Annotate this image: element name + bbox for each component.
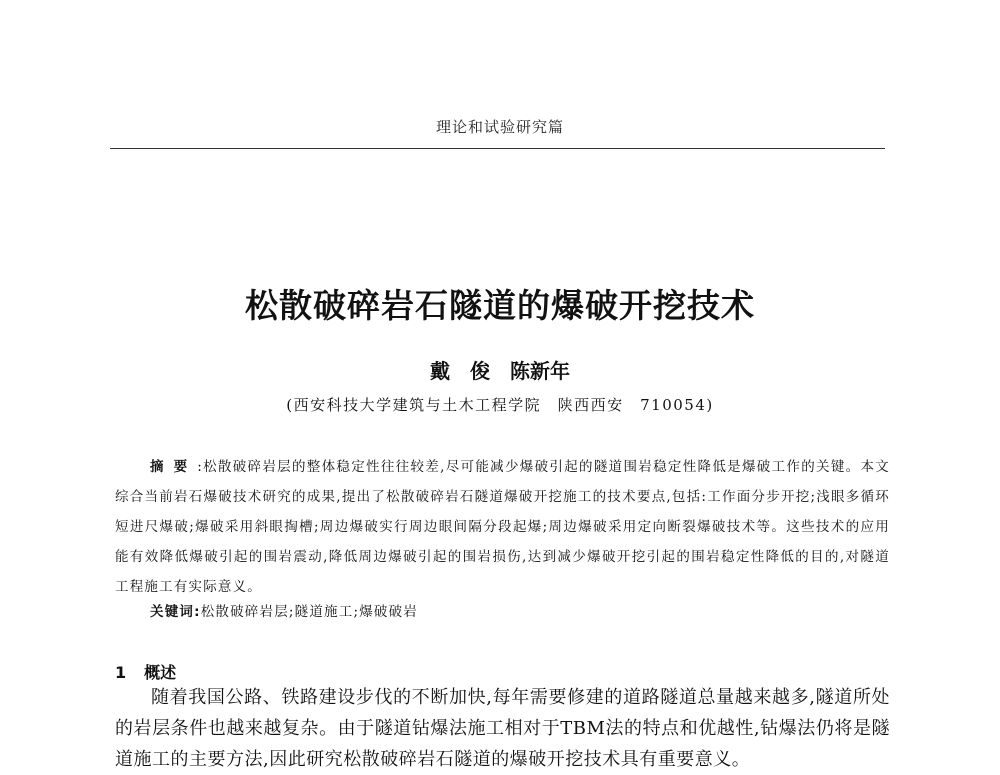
section-number: 1	[115, 663, 127, 682]
article-title: 松散破碎岩石隧道的爆破开挖技术	[245, 286, 755, 325]
abstract	[115, 452, 890, 602]
keywords-text: 松散破碎岩层;隧道施工;爆破破岩	[200, 604, 418, 620]
keywords-label: 关键词:	[150, 604, 201, 620]
section-title: 概述	[144, 663, 177, 682]
section-body-text: 随着我国公路、铁路建设步伐的不断加快,每年需要修建的道路隧道总量越来越多,隧道所处的岩层条件也越来越复杂。由于隧道钻爆法施工相对于TBM法的特点和优越性,钻爆法仍将是隧道施工的主要方法,因此研究松散破碎岩石隧道的爆破开挖技术具有重要意义。	[115, 687, 890, 770]
header-rule	[110, 148, 885, 149]
article-authors: 戴 俊 陈新年	[430, 359, 570, 383]
abstract-text: :松散破碎岩层的整体稳定性往往较差,尽可能减少爆破引起的隧道围岩稳定性降低是爆破工作的关键。本文综合当前岩石爆破技术研究的成果,提出了松散破碎岩石隧道爆破开挖施工的技术要点,包括:工作面分步开挖;浅眼多循环短进尺爆破;爆破采用斜眼掏槽;周边爆破实行周边眼间隔分段起爆;周边爆破采用定向断裂爆破技术等。这些技术的应用能有效降低爆破引起的围岩震动,降低周边爆破引起的围岩损伤,达到减少爆破开挖引起的围岩稳定性降低的目的,对隧道工程施工有实际意义。	[115, 459, 890, 595]
abstract-label: 摘要	[150, 459, 198, 475]
section-heading	[115, 660, 176, 683]
article-affiliation: (西安科技大学建筑与土木工程学院 陕西西安 710054)	[286, 396, 714, 414]
keywords	[150, 600, 418, 620]
section-header: 理论和试验研究篇	[435, 118, 564, 136]
